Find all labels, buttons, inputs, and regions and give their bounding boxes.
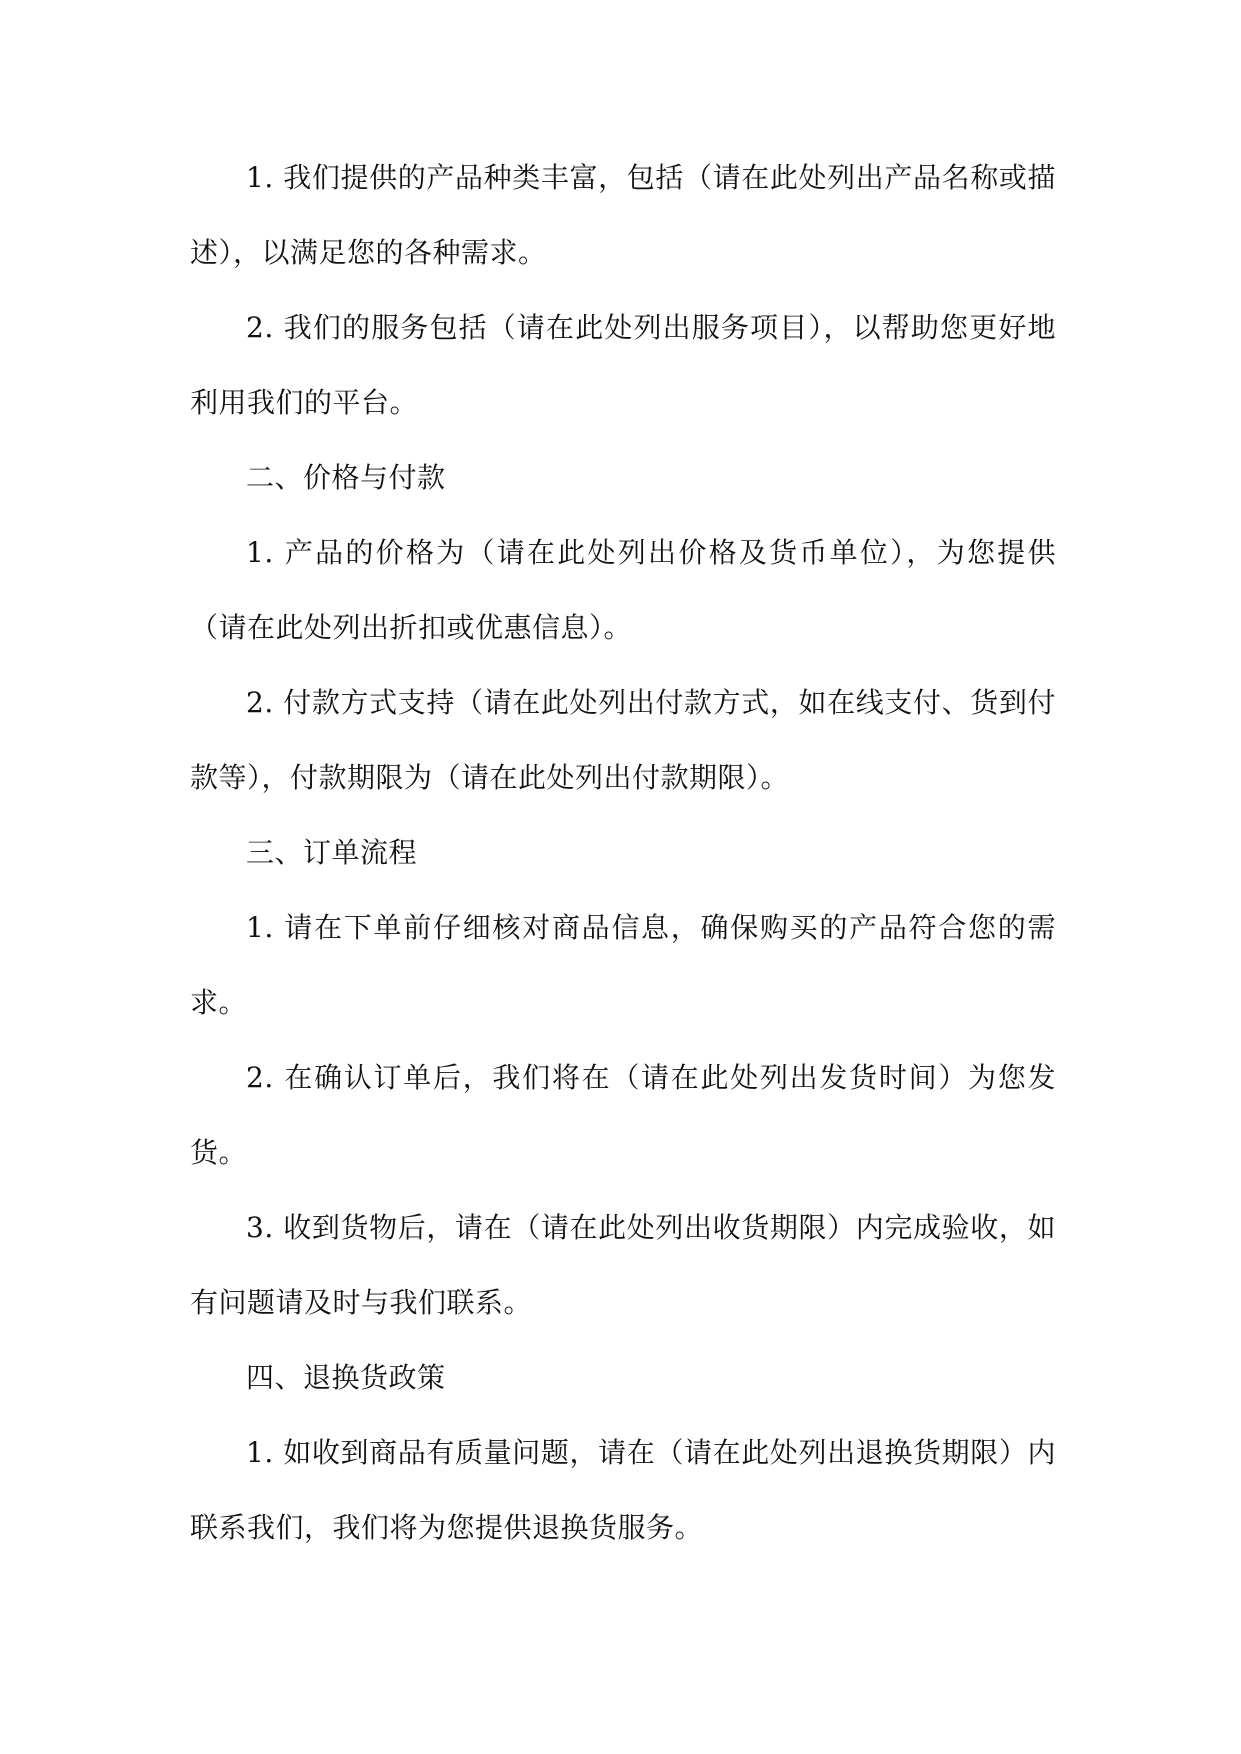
list-item: 1. 如收到商品有质量问题，请在（请在此处列出退换货期限）内联系我们，我们将为您提供退换货服务。 bbox=[190, 1436, 1056, 1544]
list-item: 1. 我们提供的产品种类丰富，包括（请在此处列出产品名称或描述），以满足您的各种需求。 bbox=[190, 161, 1056, 269]
section-heading: 三、订单流程 bbox=[246, 836, 418, 869]
list-item: 3. 收到货物后，请在（请在此处列出收货期限）内完成验收，如有问题请及时与我们联系。 bbox=[190, 1211, 1056, 1319]
list-item: 2. 付款方式支持（请在此处列出付款方式，如在线支付、货到付款等），付款期限为（请在此处列出付款期限）。 bbox=[190, 686, 1056, 794]
list-item: 1. 产品的价格为（请在此处列出价格及货币单位），为您提供（请在此处列出折扣或优惠信息）。 bbox=[190, 536, 1056, 644]
list-item: 1. 请在下单前仔细核对商品信息，确保购买的产品符合您的需求。 bbox=[190, 911, 1056, 1019]
section-heading: 二、价格与付款 bbox=[246, 461, 446, 494]
document-body bbox=[190, 140, 1056, 1565]
section-heading: 四、退换货政策 bbox=[246, 1361, 446, 1394]
list-item: 2. 我们的服务包括（请在此处列出服务项目），以帮助您更好地利用我们的平台。 bbox=[190, 311, 1056, 419]
list-item: 2. 在确认订单后，我们将在（请在此处列出发货时间）为您发货。 bbox=[190, 1061, 1056, 1169]
